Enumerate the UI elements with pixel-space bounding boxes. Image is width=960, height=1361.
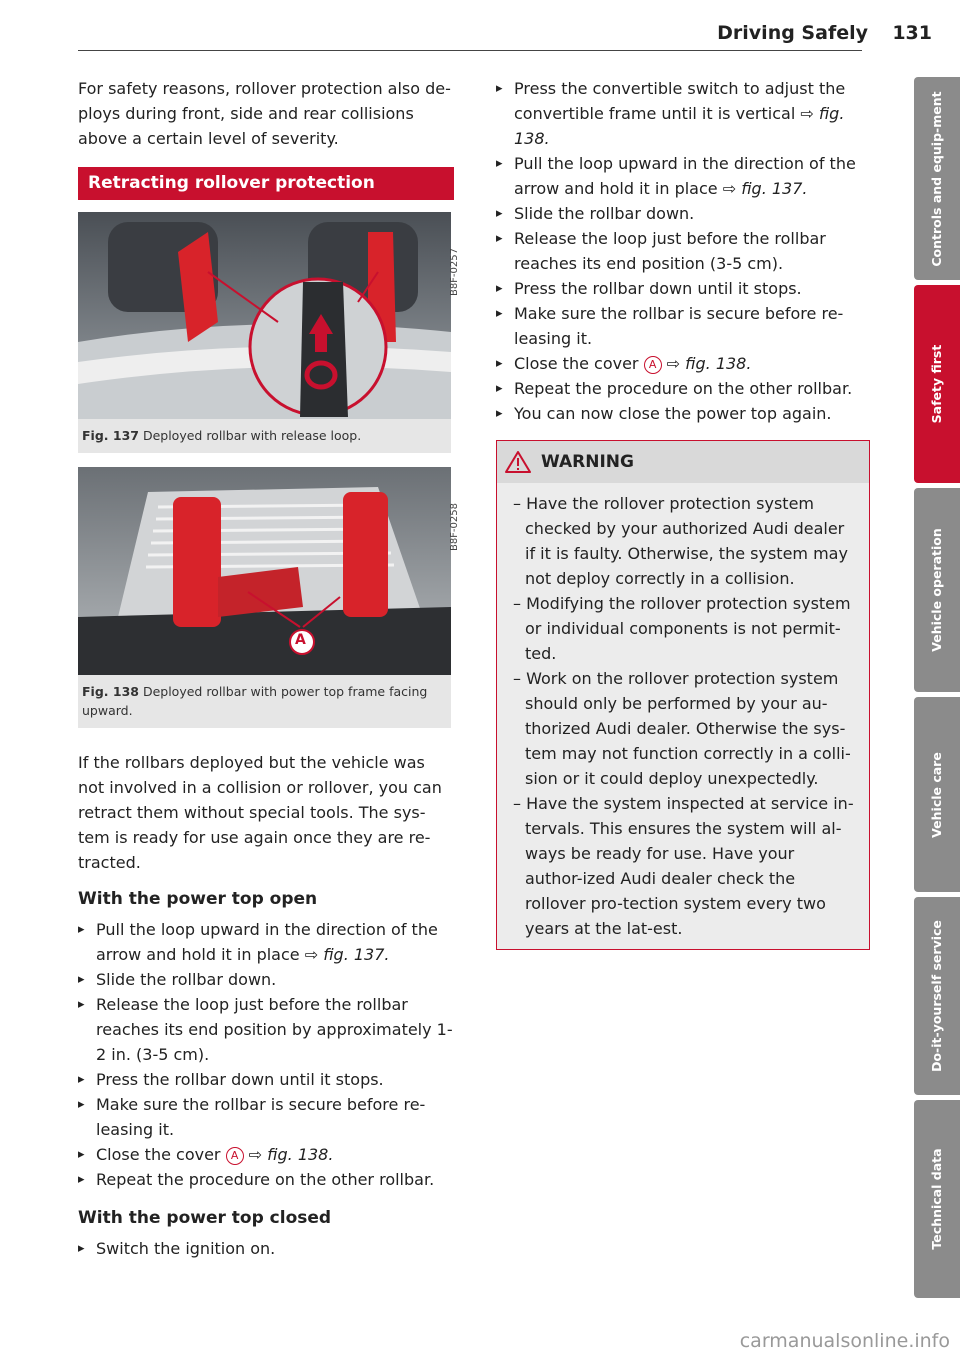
tab-do-it-yourself-service[interactable]: Do-it-yourself service	[914, 897, 960, 1095]
figure-138-image	[78, 467, 460, 675]
list-item: ▸ Make sure the rollbar is secure before re-leasing it.	[78, 1092, 454, 1142]
list-item: ▸ Make sure the rollbar is secure before re-leasing it.	[496, 301, 870, 351]
figure-137	[78, 212, 460, 453]
right-column	[496, 76, 870, 950]
closed-steps-continued	[496, 76, 870, 426]
list-item: ▸ Slide the rollbar down.	[496, 201, 870, 226]
list-item: ▸ Close the cover A ⇨ fig. 138.	[496, 351, 870, 376]
figure-label: Fig. 137	[82, 428, 139, 443]
heading-power-top-open: With the power top open	[78, 889, 318, 909]
caption-text: Deployed rollbar with release loop.	[142, 428, 362, 443]
warning-body	[497, 483, 869, 949]
caption-text: Deployed rollbar with power top frame facing upward.	[82, 684, 428, 718]
heading-power-top-closed: With the power top closed	[78, 1208, 332, 1228]
marker-a: A	[295, 632, 306, 648]
warning-item: – Have the system inspected at service in-tervals. This ensures the system will al-ways be ready for use. Have your author-ized Audi dealer check the rollover pro-tection system every two years at the lat-est.	[513, 794, 854, 938]
warning-title: WARNING	[541, 452, 634, 472]
running-header: Driving Safely	[717, 22, 868, 44]
intro-paragraph: For safety reasons, rollover protection also de-ploys during front, side and rear collisions above a certain level of severity.	[78, 79, 451, 148]
list-item: ▸ Repeat the procedure on the other rollbar.	[496, 376, 870, 401]
figure-label: Fig. 138	[82, 684, 139, 699]
figure-reference: ⇨ fig. 138.	[243, 1145, 334, 1164]
tab-controls-and-equipment[interactable]: Controls and equip-ment	[914, 77, 960, 280]
figure-138-caption	[78, 675, 451, 728]
list-item: ▸ Switch the ignition on.	[78, 1236, 454, 1261]
warning-header	[497, 441, 869, 483]
header-rule	[78, 50, 862, 51]
list-item: ▸ Release the loop just before the rollbar reaches its end position (3-5 cm).	[496, 226, 870, 276]
list-item: ▸ Pull the loop upward in the direction of the arrow and hold it in place ⇨ fig. 137.	[78, 917, 454, 967]
list-item: ▸ Release the loop just before the rollbar reaches its end position by approximately 1-2 in. (3-5 cm).	[78, 992, 454, 1067]
figure-code: B8F-0257	[449, 248, 460, 297]
marker-a-icon: A	[226, 1147, 244, 1165]
figure-137-caption	[78, 419, 451, 453]
warning-box	[496, 440, 870, 950]
list-item: ▸ Press the convertible switch to adjust the convertible frame until it is vertical ⇨ fig. 138.	[496, 76, 870, 151]
open-steps-list	[78, 917, 454, 1192]
tab-safety-first[interactable]: Safety first	[914, 285, 960, 483]
tab-vehicle-operation[interactable]: Vehicle operation	[914, 488, 960, 692]
list-item: ▸ Repeat the procedure on the other rollbar.	[78, 1167, 454, 1192]
list-item: ▸ Pull the loop upward in the direction of the arrow and hold it in place ⇨ fig. 137.	[496, 151, 870, 201]
warning-item: – Have the rollover protection system checked by your authorized Audi dealer if it is faulty. Otherwise, the system may not deploy correctly in a collision.	[513, 494, 848, 588]
figure-138	[78, 467, 460, 728]
left-column	[78, 76, 460, 1261]
warning-item: – Work on the rollover protection system should only be performed by your au-thorized Audi dealer. Otherwise the sys-tem may not function correctly in a colli-sion or it could deploy unexpectedly.	[513, 669, 851, 788]
page-number: 131	[892, 22, 932, 44]
section-title: Retracting rollover protection	[78, 167, 454, 200]
chapter-tabs	[914, 77, 960, 1303]
list-item: ▸ Close the cover A ⇨ fig. 138.	[78, 1142, 454, 1167]
figure-reference: ⇨ fig. 137.	[304, 945, 390, 964]
figure-reference: ⇨ fig. 138.	[661, 354, 752, 373]
figure-code: B8F-0258	[449, 503, 460, 552]
list-item: ▸ Press the rollbar down until it stops.	[496, 276, 870, 301]
tab-vehicle-care[interactable]: Vehicle care	[914, 697, 960, 892]
list-item: ▸ Press the rollbar down until it stops.	[78, 1067, 454, 1092]
retract-paragraph: If the rollbars deployed but the vehicle was not involved in a collision or rollover, you can retract them without special tools. The sys-tem is ready for use again once they are re-tracted.	[78, 753, 442, 872]
closed-steps-list	[78, 1236, 454, 1261]
marker-a-icon: A	[644, 356, 662, 374]
list-item: ▸ Slide the rollbar down.	[78, 967, 454, 992]
figure-reference: ⇨ fig. 138.	[514, 104, 845, 148]
tab-technical-data[interactable]: Technical data	[914, 1100, 960, 1298]
figure-reference: ⇨ fig. 137.	[722, 179, 808, 198]
watermark: carmanualsonline.info	[739, 1330, 950, 1352]
warning-triangle-icon	[505, 451, 531, 473]
figure-137-image	[78, 212, 460, 419]
warning-item: – Modifying the rollover protection system or individual components is not permit-ted.	[513, 594, 851, 663]
list-item: ▸ You can now close the power top again.	[496, 401, 870, 426]
